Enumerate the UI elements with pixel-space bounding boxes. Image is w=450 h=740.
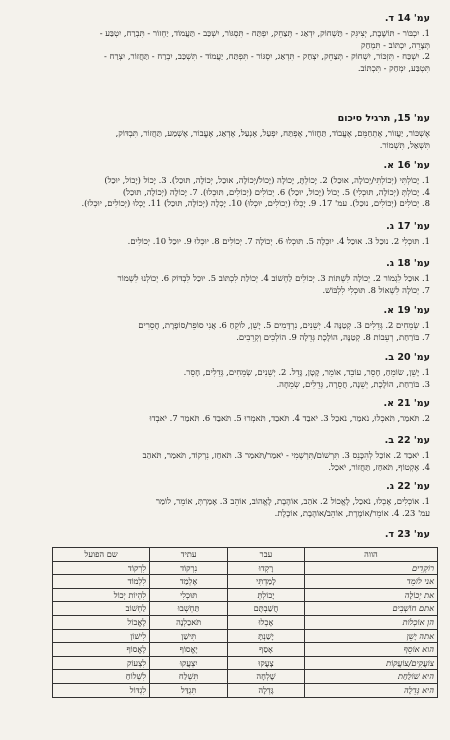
past-cell: יָכוֹלְתְּ — [228, 588, 305, 602]
answer-line: תִּטְבַּע, יִמְחַק - תִּכְתּוֹב. — [357, 62, 430, 73]
infinitive-cell: לַחְשׁוֹב — [53, 602, 150, 616]
future-cell: יֶאֱסוֹף — [150, 643, 228, 657]
answer-line: תְּצָרֵה, יִכְתּוֹב - תִּמְחַק — [361, 39, 430, 50]
infinitive-cell: לִהְיוֹת יְכוֹל — [53, 588, 150, 602]
answer-line: 1. יִכְבּוֹר - תּוֹשֶׁבֶת, יְצִיגִּק - תַּשְׁחוֹק, יִדְאַג - תְּצַחֵק, יִפְתַּח - תִּסְגּוֹר, יִשְׁכַּב - תַּעֲמוֹד, יַחְזוֹר - תִּבְרַח, יִטְבַּע - — [99, 28, 430, 38]
answer-line: 4. אֶקְטוֹף, תֹּאחַז, תַּחֲזוֹר, יֹאכַל. — [328, 461, 430, 472]
section-p19-a — [14, 305, 430, 343]
answer-line: 1. תּוּכְלִי 2. נוּכַל 3. אוּכַל 4. יוּכְלָה 5. תּוּכְלוּ 6. יְכוֹלָה 7. יְכוֹלִים 8. יוּכְלוּ 9. יוּכַל 10. יְכוֹלִים. — [127, 236, 430, 246]
answer-line: 1. אוּכַל לִגְמוֹר 2. יְכוֹלָה לִשְׁתּוֹת 3. יְכוֹלִים לַחְשׁוֹב 4. יְכוֹלַת לִכְתּוֹב 5. יוּכַל לִבְדּוֹק 6. יְכוֹלְנוּ לִשְׁמוֹר — [117, 273, 430, 283]
section-p22-b — [14, 435, 430, 473]
table-row — [53, 670, 438, 684]
infinitive-cell: לִצְעוֹק — [53, 656, 150, 670]
section-heading: עמ' 23 ד. — [384, 529, 430, 540]
section-heading: עמ' 15, תרגיל סיכום — [337, 113, 430, 124]
past-cell: לָמַדְתִּי — [228, 575, 305, 589]
table-body — [53, 561, 438, 697]
present-cell: אתם חוֹשְׁבִים — [304, 602, 437, 616]
table-row — [53, 602, 438, 616]
table-row — [53, 629, 438, 643]
past-cell: אָכְלוּ — [228, 615, 305, 629]
present-cell: הן אוֹכְלוֹת — [304, 615, 437, 629]
section-p23-d — [14, 529, 430, 544]
answer-line: 3. בּוֹרַחַת, הוֹלֶכֶת, יְשֵׁנָה, חֲסֵרָה, גְּדֵלִים, שְׂמֵחָה. — [276, 378, 430, 389]
table-row — [53, 575, 438, 589]
future-cell: תִּשְׁלַח — [150, 670, 228, 684]
infinitive-cell: לִשְׁלוֹחַ — [53, 670, 150, 684]
answer-line: עמ' 23. 4. אוֹמֵר/אוֹמֶרֶת, אוֹהֵב/אוֹהֶבֶת, אוֹכֶלֶת. — [274, 507, 430, 518]
section-heading: עמ' 18 ג. — [386, 258, 430, 269]
column-header-future: עתיד — [150, 548, 228, 562]
answer-line: אֶשְׁכּוֹר, יַעֲזוֹר, אֶתְחַמֵּם, אֶעֱבוֹד, תַּחֲזוֹר, אֶפְתַּח, יִפְעַל, אֶנְעַל, אֶדְאַג, אֶעֱבוֹר, אֶשְׁמַע, תַּחֲזוֹר, תִּבְדּוֹק, — [115, 128, 430, 138]
present-cell: צוֹעֲקִים/צוֹעֲקוֹת — [304, 656, 437, 670]
past-cell: שָׁלְחָה — [228, 670, 305, 684]
section-p17-c — [14, 221, 430, 248]
present-cell: אתה יָשֵׁן — [304, 629, 437, 643]
past-cell: רָקְדוּ — [228, 561, 305, 575]
present-cell: אני לוֹמֵד — [304, 575, 437, 589]
future-cell: תּוּכְלִי — [150, 588, 228, 602]
infinitive-cell: לֶאֱסוֹף — [53, 643, 150, 657]
infinitive-cell: לִישׁוֹן — [53, 629, 150, 643]
section-heading: עמ' 17 ג. — [386, 221, 430, 232]
section-p22-c — [14, 481, 430, 519]
past-cell: אָסַף — [228, 643, 305, 657]
section-heading: עמ' 21 א. — [383, 398, 430, 409]
infinitive-cell: לֶאֱכוֹל — [53, 615, 150, 629]
answer-line: 1. שְׂמֵחִים 2. גְּדֵלִים 3. קְטַנָּה 4. יְשֵׁנִים, נִרְדָּמִים 5. יָשֵׁן, לוֹקֵחַ 6. אֲנִי סוֹפֵר/סוֹפֶרֶת, חֲסֵרִים — [138, 320, 430, 330]
section-p21-a — [14, 398, 430, 425]
section-heading: עמ' 22 ג. — [386, 481, 430, 492]
answer-line: 7. בּוֹרַחַת, רְעֵבוֹת 8. קְטַנָּה, הוֹלֶכֶת גְּדֵלָה 9. הוֹלְכִים וְקְרֵבִים. — [236, 331, 430, 342]
table-header-row — [53, 548, 438, 562]
answer-line: 2. יִשְׁכַּח - תִּזְכּוֹר, יִשְׁחוֹק - תְּצַחֵק, יִצְחַק - תִּדְאַג, יִסְגּוֹר - תִּפְתַּח, יַעֲמוֹד - תִּשְׁכַּב, יִבְרַח - תַּחֲזוֹר, יִצְרַח - — [104, 51, 430, 61]
infinitive-cell: לִרְקוֹד — [53, 561, 150, 575]
infinitive-cell: לִגְדּוֹל — [53, 683, 150, 697]
answer-line: 1. יָכוֹלְתִּי (יְכוֹלְתִּי/יְכוֹלָה, אוּכַל) 2. יָכוֹלְתָּ, יָכוֹלָה (יָכוֹל/יְכוֹלָה, אוּכַל, יְכוֹלָה, תּוּכַל). 3. יָכוֹל (יָכוֹל, יוּכַל) — [104, 175, 430, 185]
past-cell: חֲשַׁבְתֶּם — [228, 602, 305, 616]
answer-line: תִּשְׁאַל, תִּשְׁמוֹר. — [379, 139, 430, 150]
answer-line: 1. יֹאבַד 2. אוֹכַל לְהִכָּנֵס 3. תִּרְשׁוֹם/תִּרְשְׁמִי - יֹאמַר/תֹּאמַר 3. תֹּאחַז, נִרְקוֹד, תֹּאמַר, תֹּאהַב — [142, 450, 430, 460]
present-cell: היא גְּדֵלָה — [304, 683, 437, 697]
section-heading: עמ' 22 ב. — [384, 435, 430, 446]
answer-line: 4. יָכוֹלְתְּ (יְכוֹלָה, תּוּכְלִי) 5. יָכוֹל (יָכוֹל, יוּכַל) 6. יְכוֹלִים (יְכוֹלִים, תּוּכְלוּ). 7. יָכוֹלָה (יְכוֹלָה, תּוּכַל) — [122, 186, 430, 197]
answer-line: 1. יָשֵׁן, שׂוֹמֵחַ, חָסֵר, עוֹבֵד, אוֹמֵר, קָטָן, גָּדֵל. 2. יְשֵׁנִים, שְׂמֵחִים, גְּדֵלִים, חָסֵר. — [183, 367, 430, 377]
table-row — [53, 588, 438, 602]
table-row — [53, 561, 438, 575]
present-cell: היא שׁוֹלַחַת — [304, 670, 437, 684]
table-row — [53, 643, 438, 657]
future-cell: תֹּאכַלְנָה — [150, 615, 228, 629]
future-cell: אֶלְמַד — [150, 575, 228, 589]
section-heading: עמ' 19 א. — [383, 305, 430, 316]
table-row — [53, 615, 438, 629]
past-cell: צָעֲקוּ — [228, 656, 305, 670]
section-heading: עמ' 16 א. — [383, 160, 430, 171]
table-row — [53, 656, 438, 670]
answer-line: 7. יְכוֹלָה לִשְׁאוֹל 8. תּוּכְלִי לִלְבּוֹשׁ. — [322, 284, 430, 295]
section-heading: עמ' 14 ד. — [384, 13, 430, 24]
conjugation-table — [52, 547, 438, 698]
infinitive-cell: לִלְמוֹד — [53, 575, 150, 589]
future-cell: תִּישַׁן — [150, 629, 228, 643]
column-header-infinitive: שם הפועל — [53, 548, 150, 562]
section-heading: עמ' 20 ב. — [384, 352, 430, 363]
answer-line: 8. יְכוֹלִים (יְכוֹלִים, נוּכַל). עמ' 17. 9. יָכְלוּ (יְכוֹלִים, יוּכְלוּ) 10. יָכְלָה (יְכוֹלָה, תּוּכַל) 11. יָכְלוּ (יְכוֹלִים, יוּכְלוּ). — [81, 198, 430, 208]
present-cell: הוא אוֹסֵף — [304, 643, 437, 657]
section-p15-summary — [14, 113, 430, 151]
past-cell: גָּדְלָה — [228, 683, 305, 697]
column-header-past: עבר — [228, 548, 305, 562]
future-cell: תִּגְדַּל — [150, 683, 228, 697]
present-cell: את יְכוֹלָה — [304, 588, 437, 602]
table-row — [53, 683, 438, 697]
past-cell: יָשַׁנְתָּ — [228, 629, 305, 643]
present-cell: רוֹקְדִים — [304, 561, 437, 575]
future-cell: יִצְעֲקוּ — [150, 656, 228, 670]
section-p20-b — [14, 352, 430, 390]
future-cell: נִרְקוֹד — [150, 561, 228, 575]
column-header-present: הווה — [304, 548, 437, 562]
section-p14-d — [14, 13, 430, 74]
section-p16-a — [14, 160, 430, 210]
answer-line: 1. אוֹכְלִים, אָכְלוּ, נֹאכַל, לֶאֱכוֹל 2. אֹהַב, אוֹהֶבֶת, לֶאֱהוֹב, אוֹהֵב 3. אָמַרְתְּ, אוֹמֵר, לוֹמַר — [155, 496, 430, 506]
future-cell: תַּחְשְׁבוּ — [150, 602, 228, 616]
answer-line: 2. תֹּאמַר, תֹּאכְלוּ, נֹאמַר, נֹאכַל 3. יֹאבַד 4. תֹּאבַד, תֹּאמְרוּ 5. תֹּאבַד 6. תֹּאמַר 7. יֹאבְדוּ — [149, 413, 430, 423]
section-p18-c — [14, 258, 430, 296]
